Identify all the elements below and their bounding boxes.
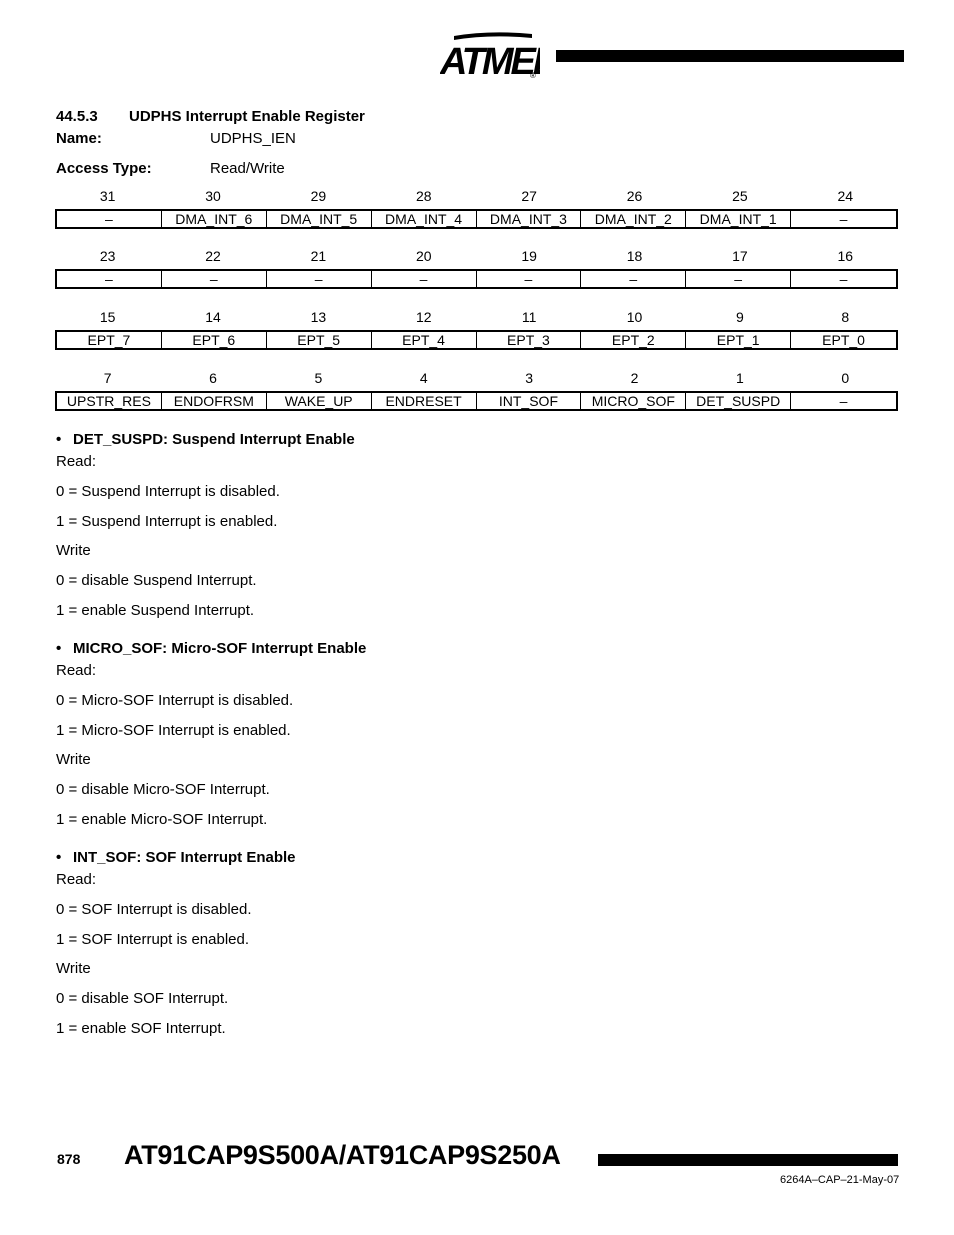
bit-number: 27 xyxy=(521,188,537,204)
description-line: 0 = disable Micro-SOF Interrupt. xyxy=(56,781,270,798)
atmel-logo xyxy=(440,30,540,82)
register-row xyxy=(55,188,898,229)
name-label: Name: xyxy=(56,130,102,147)
bit-number: 31 xyxy=(99,188,116,204)
atmel-logo-graphic xyxy=(440,30,540,82)
bit-number: 18 xyxy=(626,248,643,264)
field-cell: ENDOFRSM xyxy=(162,393,267,409)
section-title: UDPHS Interrupt Enable Register xyxy=(129,108,365,125)
field-cell: – xyxy=(162,271,267,287)
field-cell-row xyxy=(55,269,898,289)
bit-number: 4 xyxy=(419,370,428,386)
field-cell: DMA_INT_2 xyxy=(581,211,686,227)
field-cell: DMA_INT_3 xyxy=(477,211,582,227)
header-rule xyxy=(556,50,904,62)
description-line: 1 = SOF Interrupt is enabled. xyxy=(56,931,250,948)
bit-number: 10 xyxy=(626,309,643,325)
field-cell: DMA_INT_5 xyxy=(267,211,372,227)
description-line: 0 = disable Suspend Interrupt. xyxy=(56,572,257,589)
description-line: 1 = enable Micro-SOF Interrupt. xyxy=(56,811,268,828)
bit-number: 6 xyxy=(209,370,217,386)
field-title xyxy=(56,431,355,448)
bit-number: 2 xyxy=(630,370,639,386)
description-line: Read: xyxy=(56,871,97,888)
access-value: Read/Write xyxy=(210,160,285,177)
access-label: Access Type: xyxy=(56,160,152,177)
bit-number: 12 xyxy=(416,309,432,325)
field-cell: WAKE_UP xyxy=(267,393,372,409)
field-cell: – xyxy=(839,271,848,287)
field-cell: EPT_5 xyxy=(267,332,372,348)
field-cell: EPT_3 xyxy=(477,332,582,348)
bit-number: 0 xyxy=(841,370,850,386)
register-row xyxy=(55,248,898,289)
bit-number-row xyxy=(55,188,898,206)
field-cell: – xyxy=(839,211,848,227)
description-line: Read: xyxy=(56,453,97,470)
register-row xyxy=(55,370,898,411)
description-line: Write xyxy=(56,542,91,559)
bullet-icon: • xyxy=(56,431,62,448)
bit-number: 7 xyxy=(103,370,112,386)
field-cell: – xyxy=(839,393,848,409)
field-title xyxy=(56,849,296,866)
footer-rule xyxy=(598,1154,898,1166)
bit-number: 1 xyxy=(736,370,744,386)
field-cell: ENDRESET xyxy=(372,393,477,409)
document-title: AT91CAP9S500A/AT91CAP9S250A xyxy=(124,1140,561,1170)
field-cell: DMA_INT_4 xyxy=(372,211,477,227)
field-title-text: INT_SOF: SOF Interrupt Enable xyxy=(73,849,296,866)
bit-number: 13 xyxy=(310,309,327,325)
document-code: 6264A–CAP–21-May-07 xyxy=(780,1174,900,1186)
bit-number: 24 xyxy=(837,188,854,204)
description-line: 0 = Suspend Interrupt is disabled. xyxy=(56,483,280,500)
description-line: 0 = disable SOF Interrupt. xyxy=(56,990,229,1007)
bit-number: 14 xyxy=(205,309,221,325)
page-number: 878 xyxy=(57,1151,81,1167)
bit-number: 9 xyxy=(736,309,744,325)
description-line: Write xyxy=(56,960,91,977)
access-type-row xyxy=(56,160,285,177)
field-cell: – xyxy=(267,271,372,287)
bit-number: 30 xyxy=(205,188,221,204)
name-value: UDPHS_IEN xyxy=(210,130,296,147)
field-cell: EPT_1 xyxy=(686,332,791,348)
description-line: Read: xyxy=(56,662,97,679)
bit-number: 26 xyxy=(626,188,643,204)
field-cell: – xyxy=(686,271,791,287)
bit-number: 22 xyxy=(205,248,221,264)
field-cell: EPT_7 xyxy=(57,332,162,348)
bit-number: 16 xyxy=(837,248,854,264)
bit-number-row xyxy=(55,309,898,327)
bit-number: 20 xyxy=(416,248,432,264)
description-line: Write xyxy=(56,751,91,768)
bullet-icon: • xyxy=(56,849,62,866)
field-cell: – xyxy=(581,271,686,287)
register-name-row xyxy=(56,130,296,147)
bit-number: 11 xyxy=(521,309,537,325)
field-cell: – xyxy=(57,211,162,227)
bit-number: 17 xyxy=(732,248,748,264)
description-line: 1 = enable Suspend Interrupt. xyxy=(56,602,255,619)
bit-number-row xyxy=(55,248,898,266)
bit-number: 3 xyxy=(525,370,534,386)
description-line: 1 = Suspend Interrupt is enabled. xyxy=(56,513,278,530)
bit-number: 25 xyxy=(732,188,748,204)
section-heading xyxy=(56,108,365,125)
description-line: 1 = enable SOF Interrupt. xyxy=(56,1020,226,1037)
section-number: 44.5.3 xyxy=(56,108,98,125)
field-cell: DET_SUSPD xyxy=(686,393,791,409)
field-cell-row xyxy=(55,330,898,350)
field-title xyxy=(56,640,366,657)
field-cell: EPT_0 xyxy=(822,332,865,348)
field-cell: – xyxy=(57,271,162,287)
field-cell: EPT_6 xyxy=(162,332,267,348)
bit-number: 15 xyxy=(99,309,116,325)
field-cell-row xyxy=(55,391,898,411)
svg-text:®: ® xyxy=(530,71,536,80)
bit-number: 19 xyxy=(521,248,537,264)
bit-number: 23 xyxy=(99,248,116,264)
bit-number: 5 xyxy=(314,370,323,386)
bit-number: 8 xyxy=(841,309,850,325)
bit-number: 21 xyxy=(310,248,327,264)
description-line: 0 = SOF Interrupt is disabled. xyxy=(56,901,252,918)
field-cell: UPSTR_RES xyxy=(57,393,162,409)
register-row xyxy=(55,309,898,350)
field-cell-row xyxy=(55,209,898,229)
field-cell: INT_SOF xyxy=(477,393,582,409)
field-cell: DMA_INT_1 xyxy=(686,211,791,227)
field-cell: DMA_INT_6 xyxy=(162,211,267,227)
field-title-text: DET_SUSPD: Suspend Interrupt Enable xyxy=(73,431,355,448)
bit-number-row xyxy=(55,370,898,388)
field-cell: – xyxy=(477,271,582,287)
bit-number: 28 xyxy=(416,188,432,204)
field-cell: EPT_2 xyxy=(581,332,686,348)
field-title-text: MICRO_SOF: Micro-SOF Interrupt Enable xyxy=(73,640,367,657)
field-cell: – xyxy=(372,271,477,287)
svg-text:ATMEL: ATME xyxy=(440,41,533,82)
description-line: 1 = Micro-SOF Interrupt is enabled. xyxy=(56,722,291,739)
bullet-icon: • xyxy=(56,640,62,657)
bit-number: 29 xyxy=(310,188,327,204)
field-cell: EPT_4 xyxy=(372,332,477,348)
field-cell: MICRO_SOF xyxy=(581,393,686,409)
description-line: 0 = Micro-SOF Interrupt is disabled. xyxy=(56,692,294,709)
